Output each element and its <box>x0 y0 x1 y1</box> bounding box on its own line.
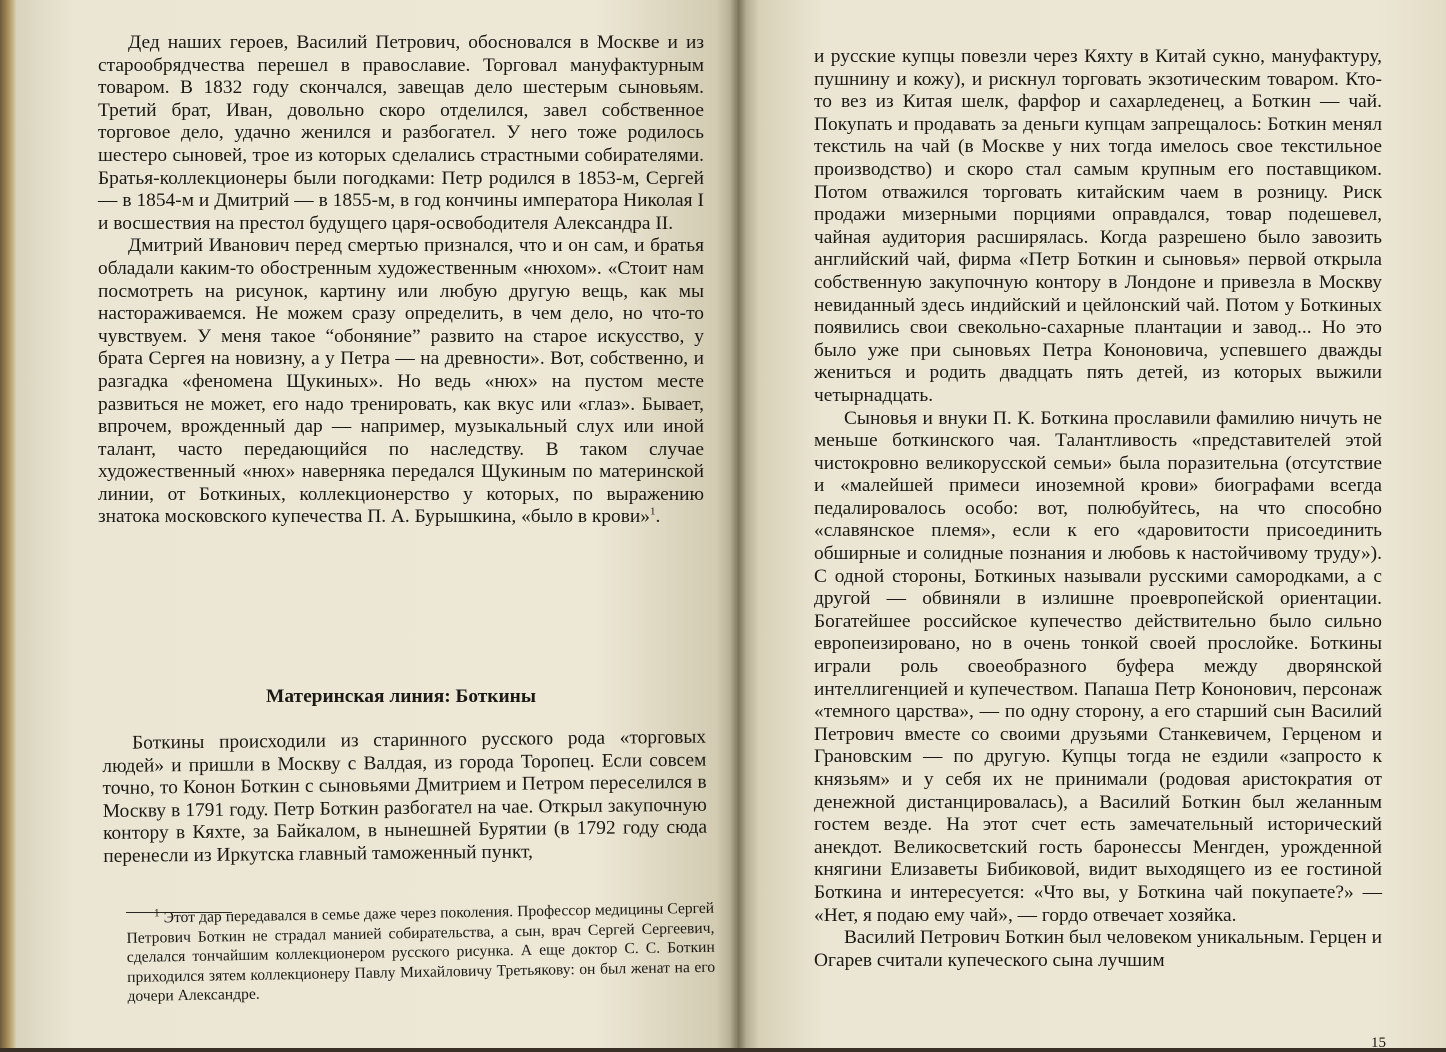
paragraph: Василий Петрович Боткин был человеком уникальным. Герцен и Огарев считали купеческого сына лучшим <box>814 927 1382 971</box>
paragraph: Сыновья и внуки П. К. Боткина прославили фамилию ничуть не меньше боткинского чая. Талантливость «представителей этой чистокровно великорусской семьи» была поразительна (отсутствие и «малейшей примеси иноземной крови» биографами всегда педалировалось особо: вот, полюбуйтесь, на что способно «славянское племя», если к его «даровитости присоединить обширные и солидные познания и любовь к настойчивому труду»). С одной стороны, Боткиных называли русскими самородками, а с другой — обвиняли в излишне проевропейской ориентации. Богатейшее российское купечество действительно было сильно европеизировано, но в очень тонкой своей прослойке. Боткины играли роль своеобразного буфера между дворянской интеллигенцией и купечеством. Папаша Петр Кононович, персонаж «темного царства», — по одну сторону, а его старший сын Василий Петрович вместе со своими друзьями Станкевичем, Герценом и Грановским — по другую. Купцы тогда не ездили «запросто к князьям» и у себя их не принимали (родовая аристократия от денежной дистанцировалась), а Василий Боткин был желанным гостем везде. На этот счет есть замечательный исторический анекдот. Великосветский гость баронессы Менгден, урожденной княгини Елизаветы Бибиковой, видит выходящего из ее гостиной Боткина и интересуется: «Что вы, у Боткина чай покупаете?» — «Нет, я подаю ему чай», — гордо отвечает хозяйка. <box>814 407 1382 926</box>
book-gutter <box>730 0 746 1048</box>
left-page-section-body <box>102 727 707 869</box>
footnote-number: 1 <box>153 907 160 920</box>
page-number: 15 <box>1371 1035 1386 1051</box>
right-page <box>738 0 1446 1051</box>
paragraph-continuation: и русские купцы повезли через Кяхту в Китай сукно, мануфактуру, пушнину и кожу), и рискнул торговать экзотическим товаром. Кто-то вез из Китая шелк, фарфор и сахарледенец, а Боткин — чай. Покупать и продавать за деньги купцам запрещалось: Боткин менял текстиль на чай (в Москве у них тогда имелось свое текстильное производство) и скоро стал самым крупным его поставщиком. Потом отважился торговать китайским чаем в розницу. Риск продажи мизерными порциями оправдался, товар подешевел, чайная аудитория расширялась. Когда разрешено было завозить английский чай, фирма «Петр Боткин и сыновья» первой открыла собственную закупочную контору в Лондоне и привезла в Москву невиданный здесь индийский и цейлонский чай. Потом у Боткиных появились свои свекольно-сахарные плантации и завод... Но это было уже при сыновьях Петра Кононовича, успевшего дважды жениться и родить двадцать пять детей, из которых выжили четырнадцать. <box>814 46 1382 406</box>
paragraph: Боткины происходили из старинного русского рода «торговых людей» и пришли в Москву с Валдая, из города Торопец. Если совсем точно, то Конон Боткин с сыновьями Дмитрием и Петром переселился в Москву в 1791 году. Петр Боткин разбогател на чае. Открыл закупочную контору в Кяхте, за Байкалом, в нынешней Бурятии (в 1792 году сюда перенесли из Иркутска главный таможенный пункт, <box>102 726 708 867</box>
footnote <box>126 899 716 1007</box>
footnote-marker: 1 <box>649 506 656 518</box>
right-page-body <box>814 46 1382 972</box>
paragraph-text: Дмитрий Иванович перед смертью признался, что и он сам, и братья обладали каким-то обостренным художественным «нюхом». «Стоит нам посмотреть на рисунок, картину или любую другую вещь, как мы настораживаемся. Не можем сразу определить, в чем дело, но что-то чувствуем. У меня такое “обоняние” развито на старое искусство, у брата Сергея на новизну, а у Петра — на древности». Вот, собственно, и разгадка «феномена Щукиных». Но ведь «нюх» на пустом месте развиться не может, его надо тренировать, как вкус или «глаз». Бывает, впрочем, врожденный дар — например, музыкальный слух или иной талант, часто передающийся по наследству. В таком случае художественный «нюх» наверняка передался Щукиным по материнской линии, от Боткиных, коллекционерство у которых, по выражению знатока московского купечества П. А. Бурышкина, «было в крови» <box>98 235 704 528</box>
paragraph: Дмитрий Иванович перед смертью признался, что и он сам, и братья обладали каким-то обостренным художественным «нюхом». «Стоит нам посмотреть на рисунок, картину или любую другую вещь, как мы настораживаемся. Не можем сразу определить, в чем дело, но что-то чувствуем. У меня такое “обоняние” развито на старое искусство, у брата Сергея на новизну, а у Петра — на древности». Вот, собственно, и разгадка «феномена Щукиных». Но ведь «нюх» на пустом месте развиться не может, его надо тренировать, как вкус или «глаз». Бывает, впрочем, врожденный дар — например, музыкальный слух или иной талант, часто передающийся по наследству. В таком случае художественный «нюх» наверняка передался Щукиным по материнской линии, от Боткиных, коллекционерство у которых, по выражению знатока московского купечества П. А. Бурышкина, «было в крови»$^1$. <box>98 235 704 528</box>
footnote-text: Этот дар передавался в семье даже через поколения. Профессор медицины Сергей Петрович Боткин не страдал манией собирательства, а сын, врач Сергей Сергеевич, сделался тончайшим коллекционером русского рисунка. А еще доктор С. С. Боткин приходился зятем коллекционеру Павлу Михайловичу Третьякову: он был женат на его дочери Александре. <box>126 899 716 1006</box>
left-page-body <box>98 32 704 529</box>
section-heading: Материнская линия: Боткины <box>266 686 536 707</box>
paragraph: Дед наших героев, Василий Петрович, обосновался в Москве и из старообрядчества перешел в православие. Торговал мануфактурным товаром. В 1832 году скончался, завещав дело шестерым сыновьям. Третий брат, Иван, довольно скоро отделился, завел собственное торговое дело, удачно женился и разбогател. У него тоже родилось шестеро сыновей, трое из которых сделались страстными собирателями. Братья-коллекционеры были погодками: Петр родился в 1853-м, Сергей — в 1854-м и Дмитрий — в 1855-м, в год кончины императора Николая I и восшествия на престол будущего царя-освободителя Александра II. <box>98 32 704 234</box>
book-cover-edge <box>0 0 16 1048</box>
left-page <box>16 0 738 1048</box>
